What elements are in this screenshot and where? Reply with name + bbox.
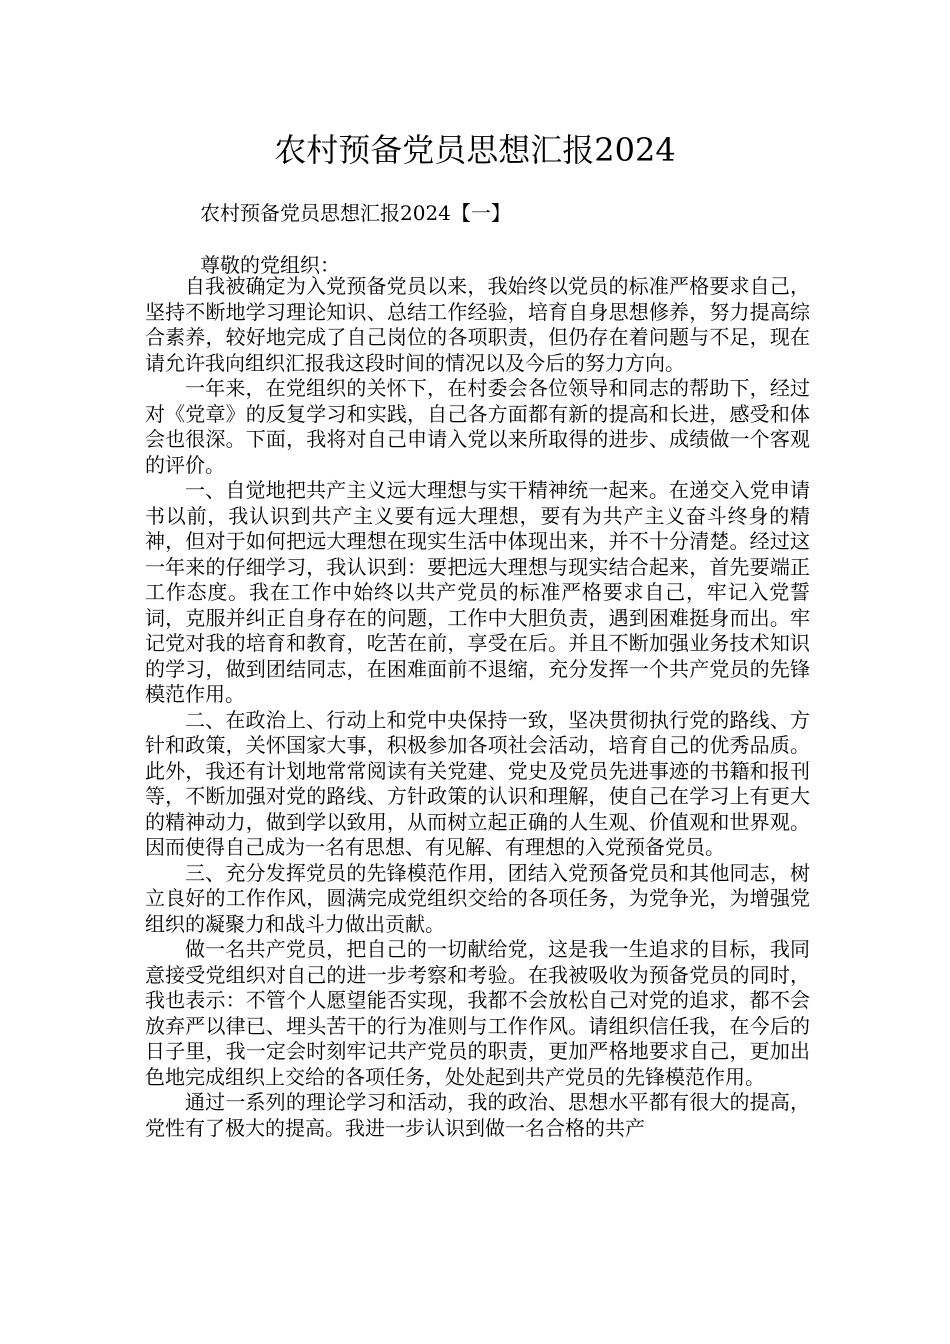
paragraph-7: 通过一系列的理论学习和活动，我的政治、思想水平都有很大的提高，党性有了极大的提高。我进一步认识到做一名合格的共产 xyxy=(145,1090,810,1140)
paragraph-5: 三、充分发挥党员的先锋模范作用，团结入党预备党员和其他同志，树立良好的工作作风，圆满完成党组织交给的各项任务，为党争光，为增强党组织的凝聚力和战斗力做出贡献。 xyxy=(145,860,810,936)
paragraph-6: 做一名共产党员，把自己的一切献给党，这是我一生追求的目标，我同意接受党组织对自己的进一步考察和考验。在我被吸收为预备党员的同时，我也表示：不管个人愿望能否实现，我都不会放松自己对党的追求，都不会放弃严以律已、埋头苦干的行为准则与工作作风。请组织信任我，在今后的日子里，我一定会时刻牢记共产党员的职责，更加严格地要求自己，更加出色地完成组织上交给的各项任务，处处起到共产党员的先锋模范作用。 xyxy=(145,937,810,1089)
paragraph-1: 自我被确定为入党预备党员以来，我始终以党员的标准严格要求自己，坚持不断地学习理论知识、总结工作经验，培育自身思想修养，努力提高综合素养，较好地完成了自己岗位的各项职责，但仍存在着问题与不足，现在请允许我向组织汇报我这段时间的情况以及今后的努力方向。 xyxy=(145,274,810,375)
paragraph-4: 二、在政治上、行动上和党中央保持一致，坚决贯彻执行党的路线、方针和政策，关怀国家大事，积极参加各项社会活动，培育自己的优秀品质。此外，我还有计划地常常阅读有关党建、党史及党员先进事迹的书籍和报刊等，不断加强对党的路线、方针政策的认识和理解，使自己在学习上有更大的精神动力，做到学以致用，从而树立起正确的人生观、价值观和世界观。因而使得自己成为一名有思想、有见解、有理想的入党预备党员。 xyxy=(145,707,810,859)
salutation: 尊敬的党组织： xyxy=(200,253,340,277)
paragraph-2: 一年来，在党组织的关怀下，在村委会各位领导和同志的帮助下，经过对《党章》的反复学习和实践，自己各方面都有新的提高和长进，感受和体会也很深。下面，我将对自己申请入党以来所取得的进步、成绩做一个客观的评价。 xyxy=(145,376,810,477)
document-body xyxy=(145,274,810,1141)
paragraph-3: 一、自觉地把共产主义远大理想与实干精神统一起来。在递交入党申请书以前，我认识到共产主义要有远大理想，要有为共产主义奋斗终身的精神，但对于如何把远大理想在现实生活中体现出来，并不十分清楚。经过这一年来的仔细学习，我认识到：要把远大理想与现实结合起来，首先要端正工作态度。我在工作中始终以共产党员的标准严格要求自己，牢记入党誓词，克服并纠正自身存在的问题，工作中大胆负责，遇到困难挺身而出。牢记党对我的培育和教育，吃苦在前，享受在后。并且不断加强业务技术知识的学习，做到团结同志，在困难面前不退缩，充分发挥一个共产党员的先锋模范作用。 xyxy=(145,478,810,706)
document-title: 农村预备党员思想汇报2024 xyxy=(274,131,676,169)
document-subtitle: 农村预备党员思想汇报2024【一】 xyxy=(200,201,511,225)
